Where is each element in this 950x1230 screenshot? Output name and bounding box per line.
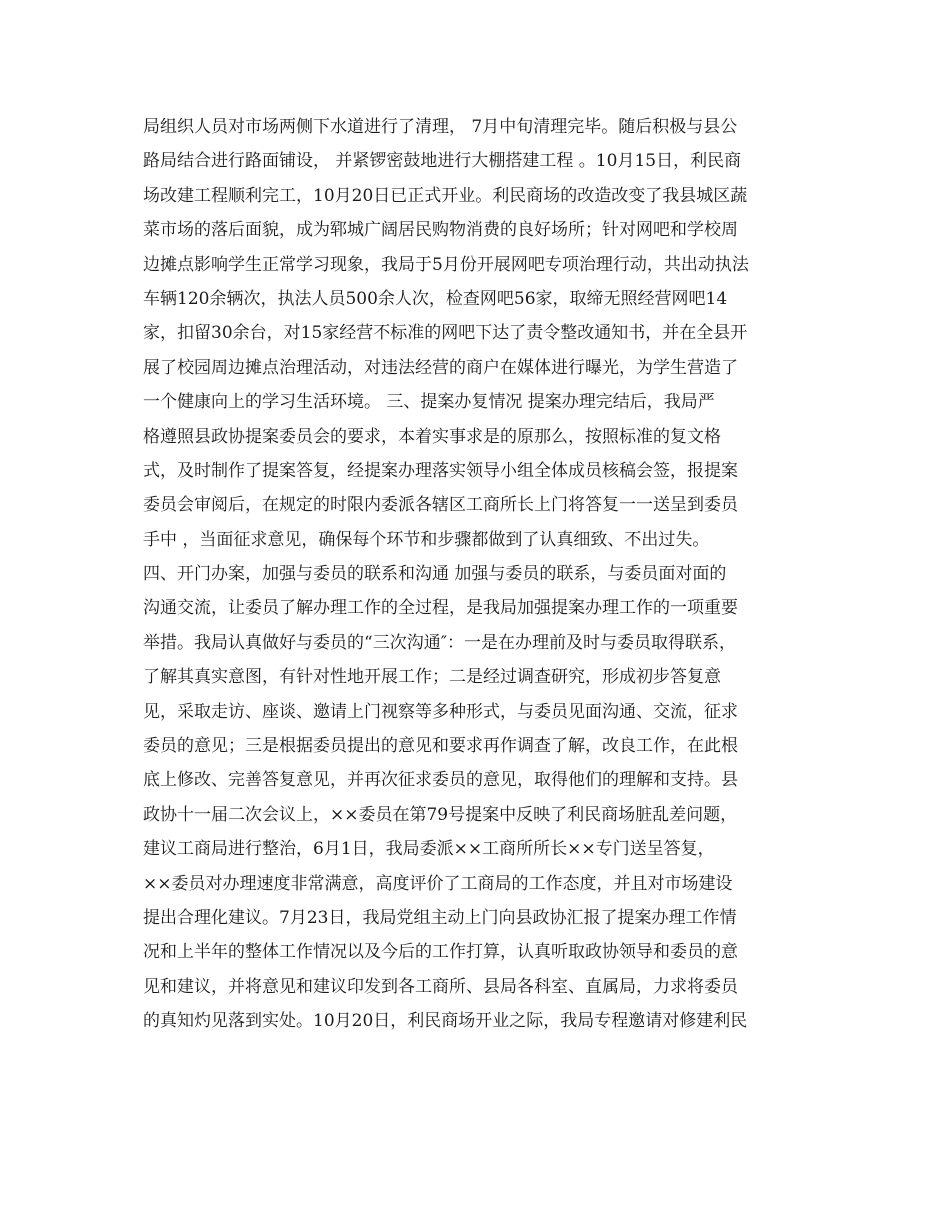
text-line: 委员的意见；三是根据委员提出的意见和要求再作调查了解，改良工作，在此根	[143, 736, 738, 757]
text-line: 格遵照县政协提案委员会的要求，本着实事求是的原那么，按照标准的复文格	[143, 426, 721, 447]
text-line: 况和上半年的整体工作情况以及今后的工作打算，认真听取政协领导和委员的意	[143, 942, 738, 963]
text-line: 车辆120余辆次，执法人员500余人次，检查网吧56家，取缔无照经营网吧14	[143, 288, 728, 309]
text-line: 沟通交流，让委员了解办理工作的全过程，是我局加强提案办理工作的一项重要	[143, 598, 738, 619]
text-line: 提出合理化建议。7月23日，我局党组主动上门向县政协汇报了提案办理工作情	[143, 907, 737, 928]
text-line: 政协十一届二次会议上，××委员在第79号提案中反映了利民商场脏乱差问题，	[143, 804, 738, 825]
text-line: 家，扣留30余台，对15家经营不标准的网吧下达了责令整改通知书，并在全县开	[143, 323, 748, 344]
text-line: 边摊点影响学生正常学习现象，我局于5月份开展网吧专项治理行动，共出动执法	[143, 254, 749, 275]
text-line: 场改建工程顺利完工，10月20日已正式开业。利民商场的改造改变了我县城区蔬	[143, 185, 748, 206]
text-line: 手中 ，当面征求意见，确保每个环节和步骤都做到了认真细致、不出过失。	[143, 529, 710, 550]
text-line: 式，及时制作了提案答复，经提案办理落实领导小组全体成员核稿会签，报提案	[143, 460, 738, 481]
text-line: ××委员对办理速度非常满意，高度评价了工商局的工作态度，并且对市场建设	[143, 873, 733, 894]
text-line: 委员会审阅后，在规定的时限内委派各辖区工商所长上门将答复一一送呈到委员	[143, 495, 738, 516]
text-line: 底上修改、完善答复意见，并再次征求委员的意见，取得他们的理解和支持。县	[143, 770, 738, 791]
text-line: 路局结合进行路面铺设， 并紧锣密鼓地进行大棚搭建工程 。10月15日，利民商	[143, 151, 742, 172]
text-line: 建议工商局进行整治，6月1日，我局委派××工商所所长××专门送呈答复，	[143, 839, 715, 860]
text-line: 的真知灼见落到实处。10月20日，利民商场开业之际，我局专程邀请对修建利民	[143, 1011, 748, 1032]
text-line: 局组织人员对市场两侧下水道进行了清理， 7月中旬清理完毕。随后积极与县公	[143, 117, 738, 137]
text-line: 展了校园周边摊点治理活动，对违法经营的商户在媒体进行曝光，为学生营造了	[143, 357, 738, 378]
text-line: 四、开门办案，加强与委员的联系和沟通 加强与委员的联系，与委员面对面的	[143, 564, 727, 585]
body-text	[143, 110, 823, 1039]
text-line: 见和建议，并将意见和建议印发到各工商所、县局各科室、直属局，力求将委员	[143, 976, 738, 997]
text-line: 一个健康向上的学习生活环境。 三、提案办复情况 提案办理完结后，我局严	[143, 392, 715, 413]
text-line: 菜市场的落后面貌，成为郓城广阔居民购物消费的良好场所；针对网吧和学校周	[143, 220, 738, 241]
text-line: 了解其真实意图，有针对性地开展工作；二是经过调查研究，形成初步答复意	[143, 667, 721, 688]
text-line: 举措。我局认真做好与委员的“三次沟通″：一是在办理前及时与委员取得联系，	[143, 632, 737, 653]
text-line: 见，采取走访、座谈、邀请上门视察等多种形式，与委员见面沟通、交流，征求	[143, 701, 738, 722]
